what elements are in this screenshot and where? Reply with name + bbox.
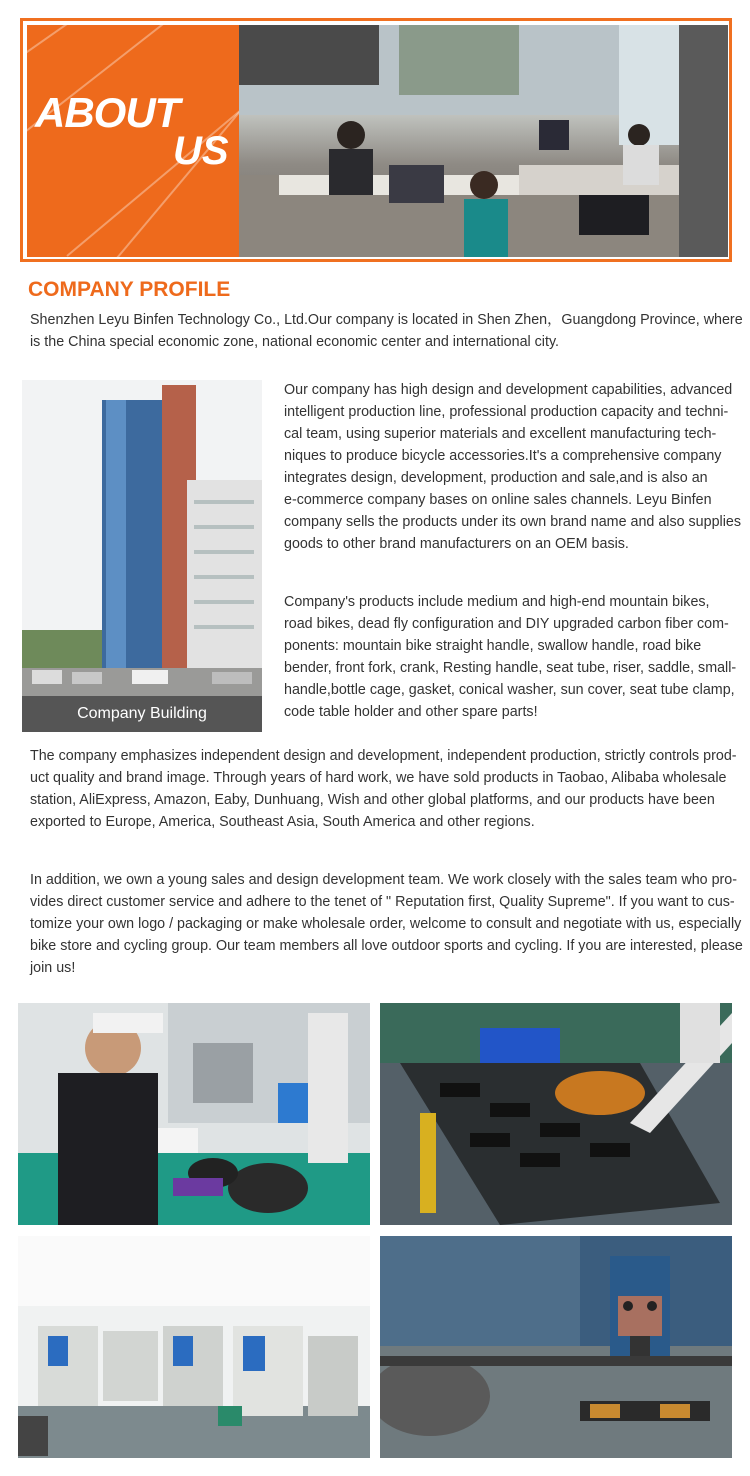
text-line: Company's products include medium and high-end mountain bikes, [284,594,710,610]
text-line: Our company has high design and development capabilities, advanced [284,382,733,398]
text-line: cal team, using superior materials and excellent manufacturing tech- [284,426,717,442]
chain-machine-photo [380,1236,732,1458]
text-line: niques to produce bicycle accessories.It's a comprehensive company [284,448,722,464]
text-line: join us! [30,960,76,976]
assembly-worker-photo [18,1003,370,1225]
text-line: exported to Europe, America, Southeast Asia, South America and other regions. [30,814,535,830]
about-heading: ABOUT [35,89,180,136]
text-line: e-commerce company bases on online sales channels. Leyu Binfen [284,492,712,508]
text-line: integrates design, development, production and sale,and is also an [284,470,708,486]
intro-line-1: Shenzhen Leyu Binfen Technology Co., Ltd.Our company is located in Shen Zhen，Guangdong Province, where [30,312,743,328]
text-line: handle,bottle cage, gasket, conical washer, sun cover, seat tube clamp, [284,682,735,698]
conveyor-robot-photo [380,1003,732,1225]
us-heading: US [173,129,229,173]
text-line: ponents: mountain bike straight handle, swallow handle, road bike [284,638,702,654]
text-line: The company emphasizes independent design and development, independent production, strictly controls prod- [30,748,737,764]
text-line: goods to other brand manufacturers on an OEM basis. [284,536,629,552]
text-line: code table holder and other spare parts! [284,704,538,720]
text-line: bender, front fork, crank, Resting handle, seat tube, riser, saddle, small- [284,660,737,676]
text-line: station, AliExpress, Amazon, Eaby, Dunhuang, Wish and other global platforms, and our products have been [30,792,715,808]
text-line: company sells the products under its own brand name and also supplies [284,514,741,530]
text-line: bike store and cycling group. Our team members all love outdoor sports and cycling. If you are interested, please [30,938,743,954]
text-line: intelligent production line, professional production capacity and techni- [284,404,729,420]
building-caption: Company Building [22,696,262,732]
about-us-banner [20,18,732,262]
cnc-workshop-photo [18,1236,370,1458]
text-line: vides direct customer service and adhere to the tenet of " Reputation first, Quality Supreme". If you want to cus- [30,894,735,910]
text-line: In addition, we own a young sales and design development team. We work closely with the sales team who pro- [30,872,738,888]
text-line: tomize your own logo / packaging or make wholesale order, welcome to consult and negotiate with us, especially [30,916,742,932]
text-line: uct quality and brand image. Through years of hard work, we have sold products in Taobao, Alibaba wholesale [30,770,727,786]
text-line: road bikes, dead fly configuration and DIY upgraded carbon fiber com- [284,616,729,632]
intro-line-2: is the China special economic zone, national economic center and international city. [30,334,560,350]
company-building-photo [22,380,262,732]
company-profile-heading: COMPANY PROFILE [28,278,231,301]
office-photo [239,25,728,257]
about-us-title-panel [27,25,239,257]
